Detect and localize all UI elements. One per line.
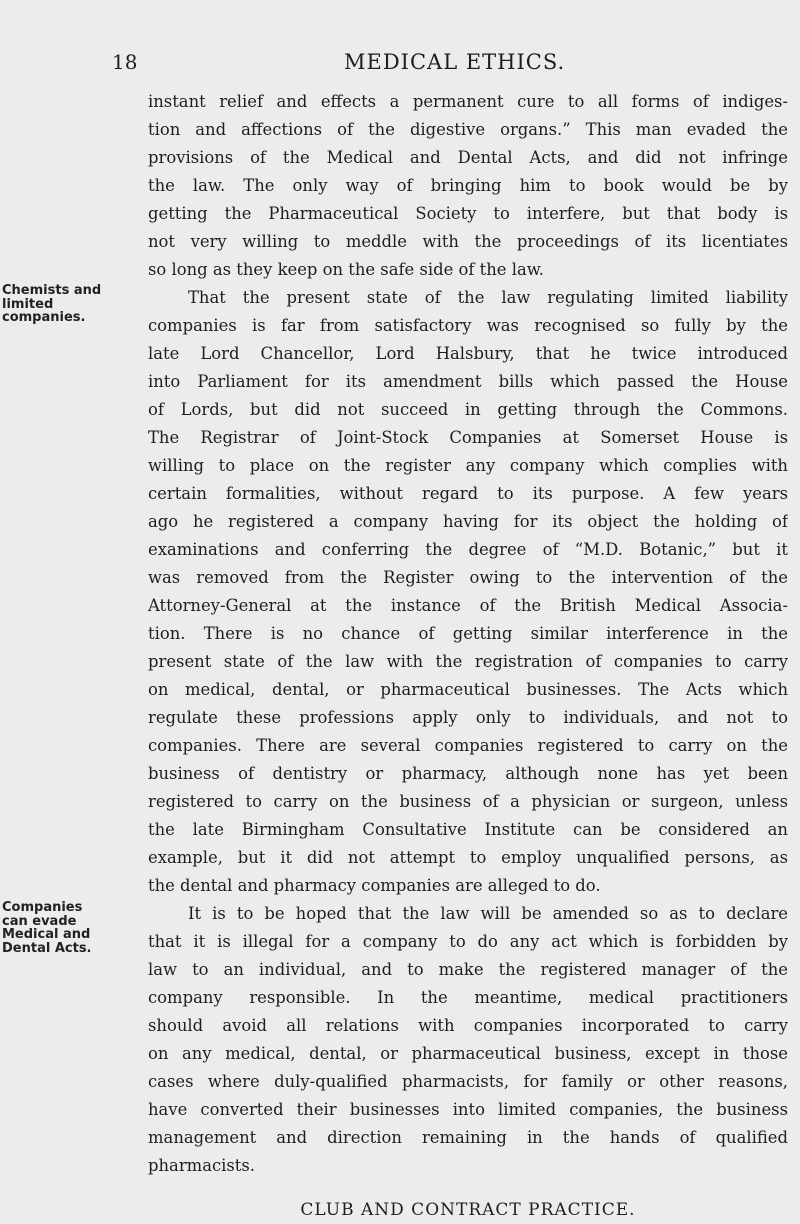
text-line: regulate these professions apply only to individuals, and not to [148,708,788,727]
sidenote-chemists [2,284,144,325]
text-line: law to an individual, and to make the registered manager of the [148,960,788,979]
sidenote-line: Dental Acts. [2,940,92,956]
text-line: The Registrar of Joint-Stock Companies at Somerset House is [148,428,788,447]
text-line: It is to be hoped that the law will be amended so as to declare [188,904,788,923]
text-line: certain formalities, without regard to its purpose. A few years [148,484,788,503]
text-line: tion. There is no chance of getting similar interference in the [148,624,788,643]
text-line: was removed from the Register owing to the intervention of the [148,568,788,587]
sidenote-line: Medical and [2,927,91,942]
sidenote-line: limited [2,296,54,312]
text-line: registered to carry on the business of a physician or surgeon, unless [148,792,788,811]
text-line: getting the Pharmaceutical Society to interfere, but that body is [148,204,788,223]
text-line: management and direction remaining in the hands of qualified [148,1128,788,1147]
text-line: Attorney-General at the instance of the British Medical Associa- [148,596,788,615]
text-line: examinations and conferring the degree of “M.D. Botanic,” but it [148,540,788,559]
running-title: MEDICAL ETHICS. [344,50,566,74]
sidenote-companies-evade [2,901,144,955]
text-line: tion and affections of the digestive organs.” This man evaded the [148,120,788,139]
text-line: should avoid all relations with companies incorporated to carry [148,1016,788,1035]
text-line: the late Birmingham Consultative Institute can be considered an [148,820,788,839]
text-line: late Lord Chancellor, Lord Halsbury, that he twice introduced [148,344,788,363]
text-line: into Parliament for its amendment bills which passed the House [148,372,788,391]
text-line: willing to place on the register any company which complies with [148,456,788,475]
text-line: that it is illegal for a company to do any act which is forbidden by [148,932,788,951]
text-line: business of dentistry or pharmacy, although none has yet been [148,764,788,783]
text-line: instant relief and effects a permanent cure to all forms of indiges- [148,92,788,111]
text-line: provisions of the Medical and Dental Acts, and did not infringe [148,148,788,167]
text-line: on any medical, dental, or pharmaceutical business, except in those [148,1044,788,1063]
text-line: pharmacists. [148,1156,256,1175]
text-line: companies. There are several companies registered to carry on the [148,736,788,755]
text-line: on medical, dental, or pharmaceutical businesses. The Acts which [148,680,788,699]
text-line: ago he registered a company having for its object the holding of [148,512,788,531]
section-heading: CLUB AND CONTRACT PRACTICE. [300,1200,636,1220]
sidenote-line: companies. [2,310,86,325]
text-line: cases where duly-qualified pharmacists, for family or other reasons, [148,1072,788,1091]
text-line: so long as they keep on the safe side of the law. [148,260,545,279]
page-number: 18 [112,50,138,74]
text-line: company responsible. In the meantime, medical practitioners [148,988,788,1007]
page-header [0,50,800,84]
text-line: That the present state of the law regulating limited liability [188,288,788,307]
sidenote-line: can evade [2,913,77,929]
text-line: companies is far from satisfactory was recognised so fully by the [148,316,788,335]
text-line: of Lords, but did not succeed in getting through the Commons. [148,400,788,419]
text-line: present state of the law with the registration of companies to carry [148,652,788,671]
text-line: the dental and pharmacy companies are alleged to do. [148,876,601,895]
text-line: have converted their businesses into limited companies, the business [148,1100,788,1119]
text-line: example, but it did not attempt to employ unqualified persons, as [148,848,788,867]
sidenote-line: Companies [2,900,83,915]
text-line: the law. The only way of bringing him to book would be by [148,176,788,195]
sidenote-line: Chemists and [2,283,102,298]
text-line: not very willing to meddle with the proceedings of its licentiates [148,232,788,251]
